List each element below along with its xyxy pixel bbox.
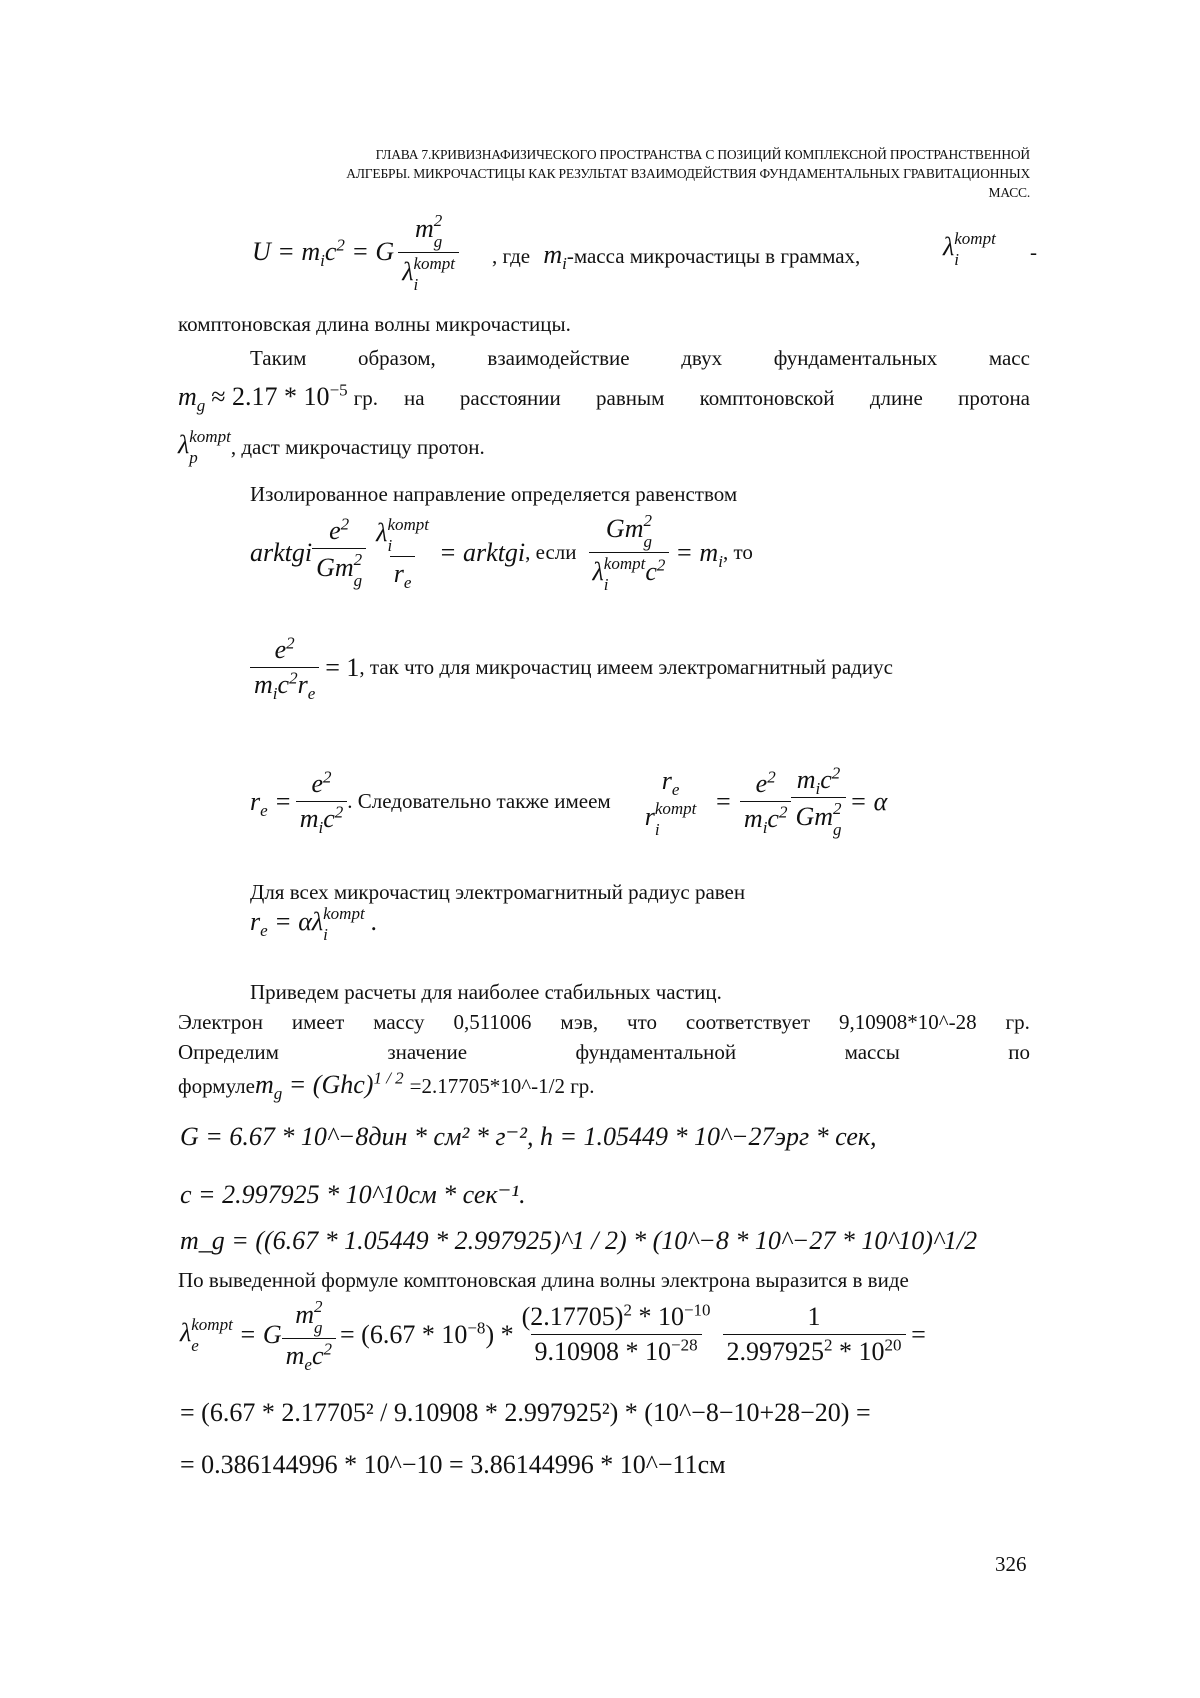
paragraph-electron bbox=[178, 1010, 1030, 1035]
word: протона bbox=[958, 386, 1030, 410]
word: массу bbox=[373, 1010, 425, 1034]
mg-approx: ≈ 2.17 * 10 bbox=[211, 382, 330, 411]
word: 0,511006 bbox=[453, 1010, 532, 1034]
word: взаимодействие bbox=[487, 346, 630, 370]
line-proton: λ kompt p , даст микрочастицу протон. bbox=[178, 427, 485, 467]
formula-arktg: arktgi $e^2$ Gm 2 g λ kompt i $r_e$ = arktgi , если Gm 2 g λ kompt i $c^2$ = $m_i$ , то bbox=[250, 511, 753, 594]
formula-unity: $\frac{e^2}{m_ic^2r_e}$ = 1 , так что для микрочастиц имеем электромагнитный радиус bbox=[250, 635, 893, 700]
mg-exp: −5 bbox=[329, 380, 348, 400]
text-formula-prefix: формуле bbox=[178, 1074, 255, 1098]
word: масс bbox=[988, 346, 1030, 370]
formula-calc-line-2: = (6.67 * 2.17705² / 9.10908 * 2.997925²) * (10^−8−10+28−20) = bbox=[180, 1398, 871, 1427]
formula-energy: $U = m_ic^2 = G$ m 2 g λ kompt i bbox=[252, 207, 459, 297]
formula-compton-electron: λ kompt e = G m 2 g $m_ec^2$ = $(6.67 * 10^{-8})$ * $\frac{(2.17705)^2 * 10^{-10}}{9.10908 * 10^{-28}}$ $\frac{1}{2.997925^2 * 10^{20}}$ = bbox=[180, 1297, 928, 1375]
page-number: 326 bbox=[995, 1552, 1027, 1576]
text-calculations: Приведем расчеты для наиболее стабильных частиц. bbox=[250, 980, 722, 1004]
text-dash: - bbox=[1030, 240, 1037, 264]
unit-gr: гр. bbox=[353, 386, 379, 410]
word: на bbox=[404, 386, 425, 410]
header-line-2: АЛГЕБРЫ. МИКРОЧАСТИЦЫ КАК РЕЗУЛЬТАТ ВЗАИМОДЕЙСТВИЯ ФУНДАМЕНТАЛЬНЫХ ГРАВИТАЦИОННЫХ bbox=[346, 166, 1030, 181]
text-so-radius: , так что для микрочастиц имеем электромагнитный радиус bbox=[359, 655, 893, 679]
word: Таким bbox=[250, 346, 307, 370]
formula-radius: $r_e$ = $\frac{e^2}{m_ic^2}$ . Следовательно также имеем $r_e$ r kompt i = $\frac{e^2}{m_ic^2}$ $m_ic^2$ Gm 2 g = α bbox=[250, 763, 888, 839]
word: значение bbox=[387, 1040, 468, 1064]
chapter-header bbox=[195, 145, 1030, 202]
header-line-1: ГЛАВА 7.КРИВИЗНАФИЗИЧЕСКОГО ПРОСТРАНСТВА С ПОЗИЦИЙ КОМПЛЕКСНОЙ ПРОСТРАНСТВЕННОЙ bbox=[375, 147, 1030, 162]
line-mg-value: $m_g$ ≈ $2.17 * 10^{-5}$ гр. на расстоянии равным комптоновской длине протона bbox=[178, 380, 1030, 416]
word: 9,10908*10^-28 bbox=[839, 1010, 977, 1034]
formula-constants-G-h: G = 6.67 * 10^−8дин * см² * г⁻², h = 1.05449 * 10^−27эрг * сек, bbox=[180, 1122, 877, 1151]
word: соответствует bbox=[685, 1010, 811, 1034]
text-isolated-direction: Изолированное направление определяется равенством bbox=[250, 482, 738, 506]
formula-re-alpha: $r_e = \alpha\lambda$ kompt i . bbox=[250, 904, 378, 944]
word: массы bbox=[844, 1040, 900, 1064]
formula-calc-line-3: = 0.386144996 * 10^−10 = 3.86144996 * 10^−11см bbox=[180, 1450, 726, 1479]
text-then: , то bbox=[722, 540, 753, 564]
word: образом, bbox=[357, 346, 436, 370]
document-page: ГЛАВА 7.КРИВИЗНАФИЗИЧЕСКОГО ПРОСТРАНСТВА С ПОЗИЦИЙ КОМПЛЕКСНОЙ ПРОСТРАНСТВЕННОЙ АЛГЕБРЫ. МИКРОЧАСТИЦЫ КАК РЕЗУЛЬТАТ ВЗАИМОДЕЙСТВИЯ ФУНДАМЕНТАЛЬНЫХ ГРАВИТАЦИОННЫХ МАСС. $U = m_ic^2 = G$ m 2 g λ kompt i , где $m_i$-масса микрочастицы в граммах, λ kompt i - комптоновская длина волны микрочастицы. Таким образом, взаимодействие двух фундаментальных масс $m_g$ ≈ $2.17 * 10^{-5}$ гр. на расстоянии равным комптоновской длине протона λ kompt p , даст микрочастицу протон. Изолированное направление определяется равенством arktgi $e^2$ Gm 2 g λ kompt i $r_e$ = arktgi , если Gm 2 g λ kompt i $c^2$ = $m_i$ , то $\frac{e^2}{m_ic^2r_e}$ = 1 , так что для микрочастиц имеем электромагнитный радиус $r_e$ = $\frac{e^2}{m_ic^2}$ . Следовательно также имеем $r_e$ r kompt i = $\frac{e^2}{m_ic^2}$ $m_ic^2$ Gm 2 g = α Для всех микрочастиц электромагнитный радиус равен $r_e = \alpha\lambda$ kompt i . Приведем расчеты для наиболее стабильных частиц. Электрон имеет массу 0,511006 мэв, что соответствует 9,10908*10^-28 гр. Определим значение фундаментальной массы по формуле $m_g = (Ghc)^{1 / 2}$ =2.17705*10^-1/2 гр. G = 6.67 * 10^−8дин * см² * г⁻², h = 1.05449 * 10^−27эрг * сек, c = 2.997925 * 10^10см * сек⁻¹. m_g = ((6.67 * 1.05449 * 2.997925)^1 / 2) * (10^−8 * 10^−27 * 10^10)^1/2 По выведенной формуле комптоновская длина волны электрона выразится в виде λ kompt e = G m 2 g $m_ec^2$ = $(6.67 * 10^{-8})$ * $\frac{(2.17705)^2 * 10^{-10}}{9.10908 * 10^{-28}}$ $\frac{1}{2.997925^2 * 10^{20}}$ = = (6.67 * 2.17705² / 9.10908 * 2.997925²) * (10^−8−10+28−20) = = 0.386144996 * 10^−10 = 3.86144996 * 10^−11см 326 bbox=[178, 147, 1037, 1576]
word: двух bbox=[681, 346, 723, 370]
text-proton: , даст микрочастицу протон. bbox=[230, 434, 485, 459]
word: мэв, bbox=[560, 1010, 599, 1034]
text-derived-formula: По выведенной формуле комптоновская длина волны электрона выразится в виде bbox=[178, 1268, 909, 1292]
paragraph-thus bbox=[250, 346, 1030, 371]
header-line-3: МАСС. bbox=[988, 185, 1030, 200]
word: длине bbox=[869, 386, 923, 410]
text-all-particles: Для всех микрочастиц электромагнитный радиус равен bbox=[250, 880, 746, 904]
word: равным bbox=[596, 386, 665, 410]
text-compton-wavelength: комптоновская длина волны микрочастицы. bbox=[178, 312, 571, 336]
text-formula-value: =2.17705*10^-1/2 гр. bbox=[409, 1074, 595, 1098]
text-mass-desc: -масса микрочастицы в граммах, bbox=[566, 244, 861, 268]
word: по bbox=[1008, 1040, 1030, 1064]
word: гр. bbox=[1005, 1010, 1030, 1034]
text-where: , где bbox=[492, 244, 531, 268]
word: фундаментальных bbox=[773, 346, 938, 370]
word: Электрон bbox=[178, 1010, 263, 1034]
text-if: , если bbox=[525, 540, 577, 564]
word: комптоновской bbox=[699, 386, 835, 410]
text-consequently: . Следовательно также имеем bbox=[347, 789, 611, 813]
formula-mg-numeric: m_g = ((6.67 * 1.05449 * 2.997925)^1 / 2) * (10^−8 * 10^−27 * 10^10)^1/2 bbox=[180, 1226, 978, 1255]
word: фундаментальной bbox=[575, 1040, 737, 1064]
line-mg-formula: формуле $m_g = (Ghc)^{1 / 2}$ =2.17705*10^-1/2 гр. bbox=[178, 1068, 595, 1104]
word: Определим bbox=[178, 1040, 279, 1064]
word: расстоянии bbox=[459, 386, 561, 410]
word: что bbox=[627, 1010, 657, 1034]
symbol-lambda-kompt: λ kompt i bbox=[943, 229, 996, 269]
word: имеет bbox=[291, 1010, 345, 1034]
formula-constant-c: c = 2.997925 * 10^10см * сек⁻¹. bbox=[180, 1180, 526, 1209]
paragraph-define bbox=[178, 1040, 1030, 1065]
